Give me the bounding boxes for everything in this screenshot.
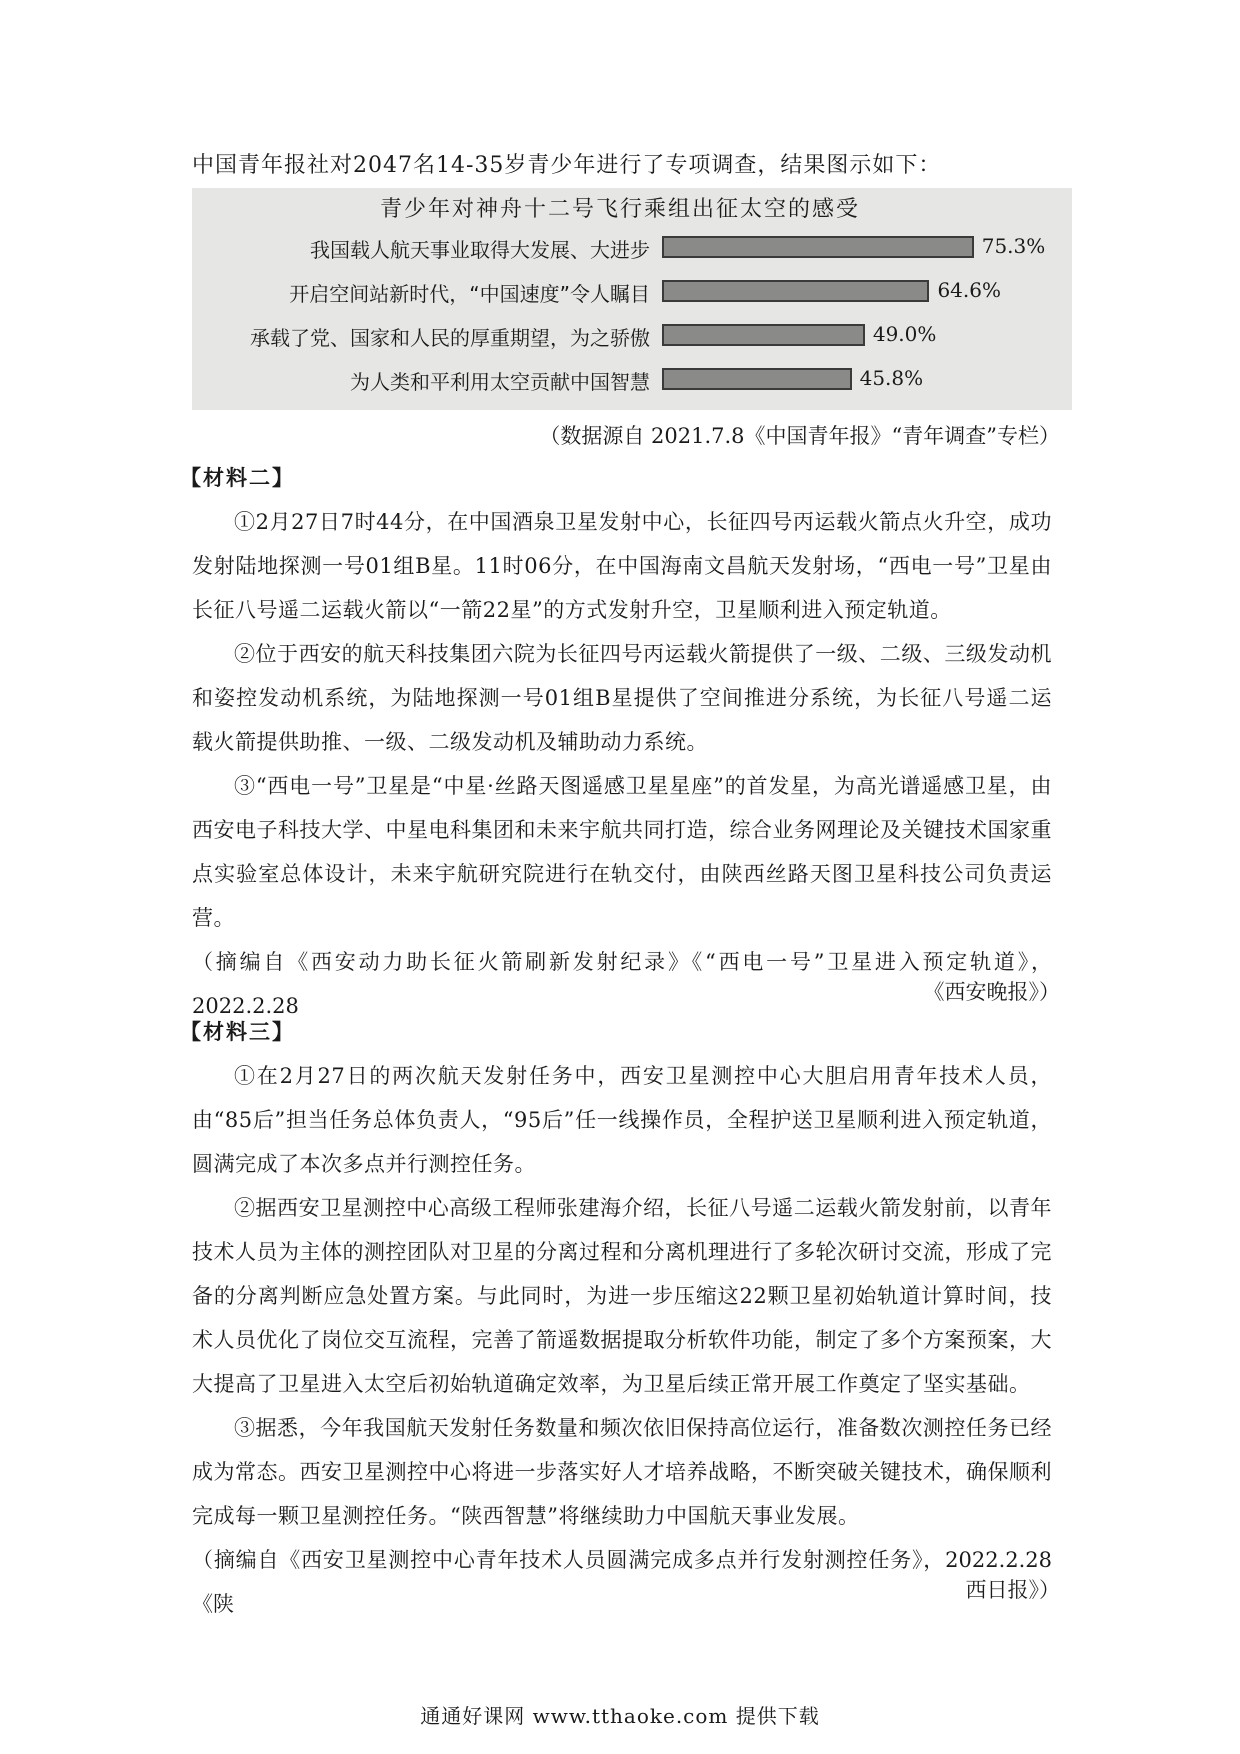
- material3-citation-end: 西日报》）: [965, 1578, 1060, 1602]
- bar-value-label: 49.0%: [872, 322, 937, 346]
- material2-paragraph-3: ③“西电一号”卫星是“中星·丝路天图遥感卫星星座”的首发星，为高光谱遥感卫星，由西安电子科技大学、中星电科集团和未来宇航共同打造，综合业务网理论及关键技术国家重点实验室总体设计，未来宇航研究院进行在轨交付，由陕西丝路天图卫星科技公司负责运营。: [192, 774, 1052, 930]
- material3-citation: （摘编自《西安卫星测控中心青年技术人员圆满完成多点并行发射测控任务》，2022.2.28《陕: [192, 1548, 1052, 1616]
- bar-value-label: 64.6%: [937, 278, 1001, 302]
- bar-label: 开启空间站新时代，“中国速度”令人瞩目: [289, 282, 650, 306]
- bar: [662, 236, 974, 258]
- bar-label: 我国载人航天事业取得大发展、大进步: [310, 238, 650, 262]
- material2-paragraph-1: ①2月27日7时44分，在中国酒泉卫星发射中心，长征四号丙运载火箭点火升空，成功发射陆地探测一号01组B星。11时06分，在中国海南文昌航天发射场，“西电一号”卫星由长征八号遥二运载火箭以“一箭22星”的方式发射升空，卫星顺利进入预定轨道。: [192, 510, 1052, 622]
- material2-paragraph-2: ②位于西安的航天科技集团六院为长征四号丙运载火箭提供了一级、二级、三级发动机和姿控发动机系统，为陆地探测一号01组B星提供了空间推进分系统，为长征八号遥二运载火箭提供助推、一级、二级发动机及辅助动力系统。: [192, 642, 1052, 754]
- bar-label: 为人类和平利用太空贡献中国智慧: [350, 370, 650, 394]
- footer-watermark: 通通好课网 www.tthaoke.com 提供下载: [420, 1704, 820, 1728]
- bar: [662, 368, 852, 390]
- bar-value-label: 45.8%: [859, 366, 924, 390]
- bar: [662, 280, 929, 302]
- material2-heading: 【材料二】: [180, 465, 295, 490]
- bar-value-label: 75.3%: [981, 234, 1046, 258]
- material2-citation: （摘编自《西安动力助长征火箭刷新发射纪录》《“西电一号”卫星进入预定轨道》，2022.2.28: [192, 950, 1052, 1018]
- bar-label: 承载了党、国家和人民的厚重期望，为之骄傲: [250, 326, 650, 350]
- material3-paragraph-1: ①在2月27日的两次航天发射任务中，西安卫星测控中心大胆启用青年技术人员，由“85后”担当任务总体负责人，“95后”任一线操作员，全程护送卫星顺利进入预定轨道，圆满完成了本次多点并行测控任务。: [192, 1064, 1052, 1176]
- chart-title: 青少年对神舟十二号飞行乘组出征太空的感受: [379, 197, 860, 222]
- chart-source: （数据源自 2021.7.8《中国青年报》“青年调查”专栏）: [539, 424, 1060, 448]
- material3-paragraph-3: ③据悉，今年我国航天发射任务数量和频次依旧保持高位运行，准备数次测控任务已经成为常态。西安卫星测控中心将进一步落实好人才培养战略，不断突破关键技术，确保顺利完成每一颗卫星测控任务。“陕西智慧”将继续助力中国航天事业发展。: [192, 1416, 1052, 1528]
- bar: [662, 324, 865, 346]
- material3-paragraph-2: ②据西安卫星测控中心高级工程师张建海介绍，长征八号遥二运载火箭发射前，以青年技术人员为主体的测控团队对卫星的分离过程和分离机理进行了多轮次研讨交流，形成了完备的分离判断应急处置方案。与此同时，为进一步压缩这22颗卫星初始轨道计算时间，技术人员优化了岗位交互流程，完善了箭遥数据提取分析软件功能，制定了多个方案预案，大大提高了卫星进入太空后初始轨道确定效率，为卫星后续正常开展工作奠定了坚实基础。: [192, 1196, 1052, 1396]
- material3-heading: 【材料三】: [180, 1019, 295, 1044]
- material2-citation-end: 《西安晚报》）: [923, 980, 1060, 1004]
- intro-text: 中国青年报社对2047名14-35岁青少年进行了专项调查，结果图示如下：: [192, 153, 942, 178]
